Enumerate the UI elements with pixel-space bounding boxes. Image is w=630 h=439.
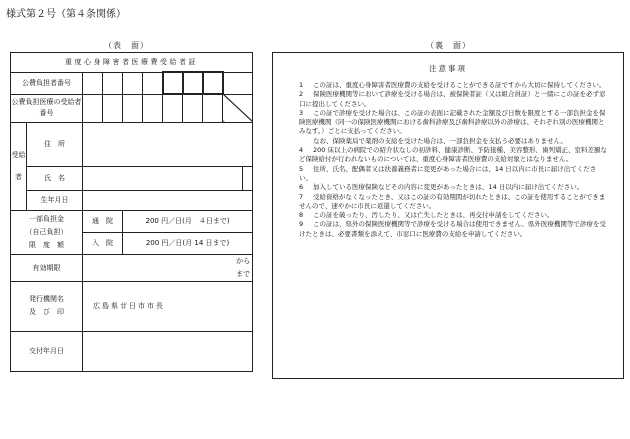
name-label: 氏 名 [27, 166, 83, 190]
birthdate-value [83, 190, 253, 210]
notes-panel [272, 52, 624, 379]
note-item: 7 受給資格がなくなったとき、又はこの証の有効期間が切れたときは、この証を使用することができませんので、速やかに市長に返還してください。 [299, 192, 606, 210]
back-label: （裏 面） [426, 41, 471, 50]
payer-number-cell [103, 72, 123, 94]
note-item: 2 保険医療機関等において診療を受ける場合は、被保険者証（又は組合員証）と一緒にこの証を必ず窓口に提出してください。 [299, 90, 606, 108]
note-item: 4 200 床以上の病院での紹介状なしの初診料、健康診断、予防接種、美容整形、歯列矯正、室料差額など保険給付が行われないものについては、重度心身障害者医療費の支給対象とはなりません。 [299, 146, 607, 164]
issue-date-value [83, 331, 253, 371]
recipient-number-cell [163, 94, 183, 122]
name-value [83, 166, 243, 190]
payer-number-cell [123, 72, 143, 94]
copay-label [11, 210, 83, 254]
note-item: 1 この証は、重度心身障害者医療費の支給を受けることができる証ですから大切に保持してください。 [299, 81, 606, 89]
recipient-number-label: 公費負担医療の受給者番号 [11, 94, 83, 122]
validity-label: 有効期限 [11, 254, 83, 281]
recipient-number-cell [103, 94, 123, 122]
payer-number-cell [223, 72, 253, 94]
copay-label-line: 限 度 額 [29, 240, 64, 249]
outpatient-amount: 200 円／日(月 ４日まで) [123, 210, 253, 232]
note-item: なお、保険薬局で薬剤の支給を受けた場合は、一部負担金を支払う必要はありません。 [313, 136, 567, 145]
notes-title: 注意事項 [429, 64, 467, 73]
payer-number-cell [203, 72, 223, 94]
recipient-number-cell [203, 94, 223, 122]
payer-number-label: 公費負担者番号 [11, 72, 83, 94]
address-label: 住 所 [27, 122, 83, 166]
crossed-cell [223, 94, 253, 122]
issuer-label [11, 281, 83, 331]
validity-from: から [236, 256, 251, 265]
form-number: 様式第２号（第４条関係） [6, 9, 126, 20]
issuer-label-line: 及 び 印 [29, 308, 64, 316]
recipient-number-cell [183, 94, 203, 122]
outpatient-label: 通 院 [83, 210, 123, 232]
birthdate-label: 生年月日 [27, 190, 83, 210]
inpatient-amount: 200 円／日(月 14 日まで) [123, 232, 253, 254]
front-label: （表 面） [104, 41, 149, 50]
note-item: 8 この証を破ったり、汚したり、又は亡失したときは、再交付申請をしてください。 [299, 211, 554, 220]
issuer-name: 広島県廿日市市長 [83, 281, 253, 331]
copay-label-line: （自己負担） [25, 227, 68, 236]
issue-date-label: 交付年月日 [11, 331, 83, 371]
copay-label-line: 一部負担金 [29, 214, 64, 223]
note-item: 6 加入している医療保険などその内容に変更があったときは、14 日以内に届け出てください。 [299, 183, 584, 192]
validity-value [83, 254, 253, 281]
note-item: 5 住所、氏名、配偶者又は扶養義務者に変更があった場合には、14 日以内に市長に届け出てください。 [299, 164, 597, 182]
notes-list [299, 81, 609, 239]
recipient-number-cell [123, 94, 143, 122]
payer-number-cell [83, 72, 103, 94]
payer-number-cell [183, 72, 203, 94]
card-title: 重度心身障害者医療費受給者証 [11, 53, 253, 73]
recipient-certificate [10, 52, 253, 372]
name-extra [243, 166, 253, 190]
validity-to: まで [236, 269, 251, 278]
inpatient-label: 入 院 [83, 232, 123, 254]
note-item: 3 この証で診療を受けた場合は、この証の表面に記載された金額及び日数を限度とする一部負担金を保険医療機関（同一の保険医療機関における歯科診療及び歯科診療以外の診療は、それぞれ別の医療機関とみなす。）ごとに支払ってください。 [299, 108, 606, 136]
recipient-label: 受給者 [11, 122, 27, 210]
issuer-label-line: 発行機関名 [29, 295, 64, 303]
recipient-number-cell [83, 94, 103, 122]
note-item: 9 この証は、県外の保険医療機関等で診療を受ける場合は使用できません。県外医療機関等で診療を受けたときは、必要書類を添えて、市窓口に医療費の支給を申請してください。 [299, 220, 606, 238]
recipient-number-cell [143, 94, 163, 122]
payer-number-cell [143, 72, 163, 94]
address-value [83, 122, 253, 166]
payer-number-cell [163, 72, 183, 94]
